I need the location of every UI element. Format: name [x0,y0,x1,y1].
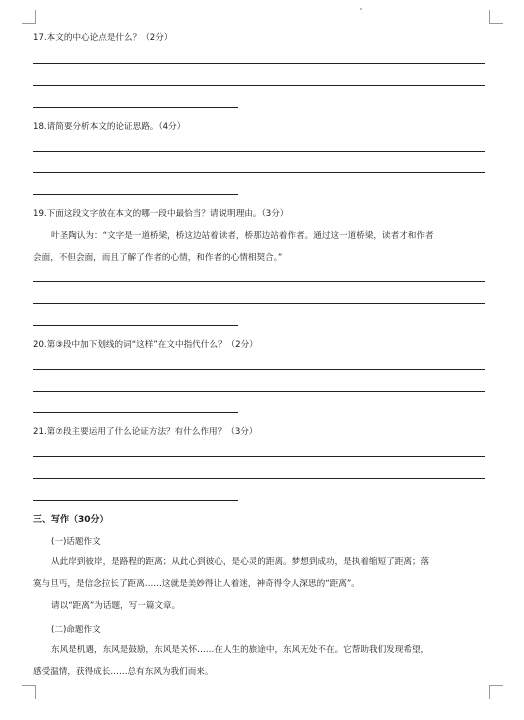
crop-mark-top-left [22,10,36,24]
option-2-line-2: 感受温情，获得成长……总有东风为我们而来。 [33,667,214,677]
answer-line[interactable] [33,194,238,195]
crop-mark-bottom-right [489,685,503,699]
question-21: 21.第⑦段主要运用了什么论证方法？有什么作用？（3分） [33,427,258,437]
option-2-text [33,639,485,683]
answer-line[interactable] [33,303,485,304]
option-1-prompt: 请以“距离”为话题，写一篇文章。 [51,601,181,611]
question-19-quote [33,225,485,269]
option-1-line-2: 寞与旦丐，是信念拉长了距离……这就是美妙得让人着迷，神奇得令人深思的“距离”。 [33,579,360,589]
option-2-title: (二)命题作文 [51,625,101,635]
answer-line[interactable] [33,85,485,86]
option-1-line-1: 从此岸到彼岸，是路程的距离；从此心到彼心，是心灵的距离。梦想到成功，是执着缩短了距离；落 [51,557,430,567]
option-1-text [33,551,485,595]
crop-mark-bottom-left [22,685,36,699]
answer-line[interactable] [33,172,485,173]
answer-line[interactable] [33,412,238,413]
option-1-title: (一)话题作文 [51,537,101,547]
question-20: 20.第③段中加下划线的词“这样”在文中指代什么？（2分） [33,340,258,350]
answer-line[interactable] [33,281,485,282]
answer-line[interactable] [33,391,485,392]
option-1-prompt-wrap [33,595,485,617]
section-heading: 三、写作（30分） [33,515,109,525]
answer-line[interactable] [33,63,485,64]
quote-line-1: 叶圣陶认为：“文字是一道桥梁，桥这边站着读者，桥那边站着作者。通过这一道桥梁，读者才和作者 [51,231,434,241]
answer-line[interactable] [33,456,485,457]
quote-line-2: 会面，不但会面，而且了解了作者的心情，和作者的心情相契合。” [33,253,283,263]
answer-line[interactable] [33,325,238,326]
answer-line[interactable] [33,369,485,370]
answer-line[interactable] [33,478,485,479]
answer-line[interactable] [33,151,485,152]
answer-line[interactable] [33,500,238,501]
option-2-line-1: 东风是机遇，东风是鼓励，东风是关怀……在人生的旅途中，东风无处不在。它帮助我们发现希望， [51,645,430,655]
question-17: 17.本文的中心论点是什么？（2分） [33,33,173,43]
question-18: 18.请简要分析本文的论证思路。（4分） [33,122,186,132]
crop-mark-top-right [489,10,503,24]
answer-line[interactable] [33,107,238,108]
speck [360,8,362,10]
question-19: 19.下面这段文字放在本文的哪一段中最恰当？请说明理由。（3分） [33,209,289,219]
